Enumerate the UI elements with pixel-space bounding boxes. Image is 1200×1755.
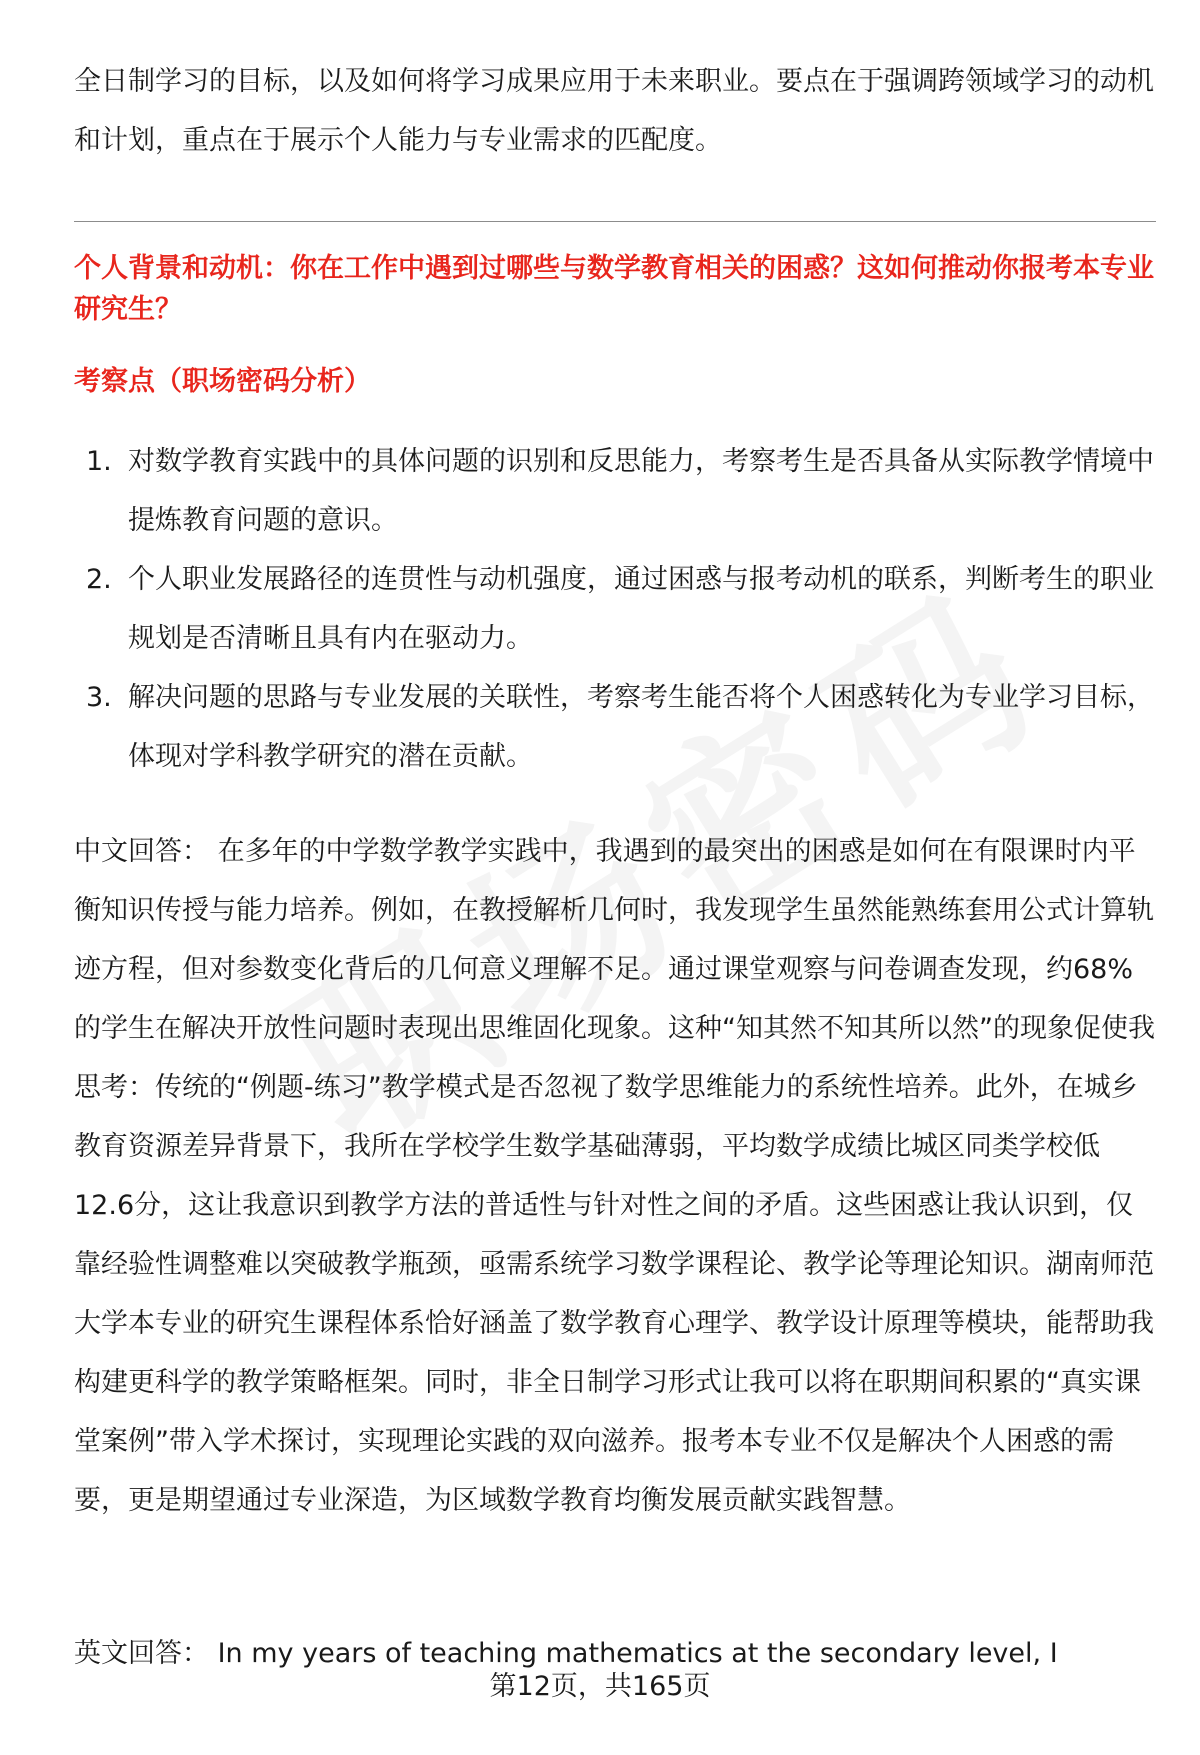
question-heading: 个人背景和动机：你在工作中遇到过哪些与数学教育相关的困惑？这如何推动你报考本专业研究生？ bbox=[74, 253, 1154, 325]
list-item-text: 个人职业发展路径的连贯性与动机强度，通过困惑与报考动机的联系，判断考生的职业规划是否清晰且具有内在驱动力。 bbox=[128, 564, 1154, 654]
list-item bbox=[74, 668, 1156, 786]
section-divider bbox=[74, 221, 1156, 222]
list-item bbox=[74, 550, 1156, 668]
list-item-number: 1. bbox=[86, 446, 112, 477]
chinese-answer-paragraph: 中文回答： 在多年的中学数学教学实践中，我遇到的最突出的困惑是如何在有限课时内平衡知识传授与能力培养。例如，在教授解析几何时，我发现学生虽然能熟练套用公式计算轨迹方程，但对参数变化背后的几何意义理解不足。通过课堂观察与问卷调查发现，约68%的学生在解决开放性问题时表现出思维固化现象。这种“知其然不知其所以然”的现象促使我思考：传统的“例题-练习”教学模式是否忽视了数学思维能力的系统性培养。此外，在城乡教育资源差异背景下，我所在学校学生数学基础薄弱，平均数学成绩比城区同类学校低12.6分，这让我意识到教学方法的普适性与针对性之间的矛盾。这些困惑让我认识到，仅靠经验性调整难以突破教学瓶颈，亟需系统学习数学课程论、教学论等理论知识。湖南师范大学本专业的研究生课程体系恰好涵盖了数学教育心理学、教学设计原理等模块，能帮助我构建更科学的教学策略框架。同时，非全日制学习形式让我可以将在职期间积累的“真实课堂案例”带入学术探讨，实现理论实践的双向滋养。报考本专业不仅是解决个人困惑的需要，更是期望通过专业深造，为区域数学教育均衡发展贡献实践智慧。 bbox=[74, 836, 1155, 1516]
list-item-text: 对数学教育实践中的具体问题的识别和反思能力，考察考生是否具备从实际教学情境中提炼教育问题的意识。 bbox=[128, 446, 1154, 536]
assessment-points-heading: 考察点（职场密码分析） bbox=[74, 366, 371, 397]
intro-paragraph: 全日制学习的目标，以及如何将学习成果应用于未来职业。要点在于强调跨领域学习的动机和计划，重点在于展示个人能力与专业需求的匹配度。 bbox=[74, 66, 1154, 156]
list-item-number: 3. bbox=[86, 682, 112, 713]
english-answer-paragraph: 英文回答： In my years of teaching mathematics at the secondary level, I bbox=[74, 1638, 1058, 1669]
page-number-footer: 第12页，共165页 bbox=[489, 1671, 711, 1702]
list-item-text: 解决问题的思路与专业发展的关联性，考察考生能否将个人困惑转化为专业学习目标，体现对学科教学研究的潜在贡献。 bbox=[128, 682, 1154, 772]
list-item-number: 2. bbox=[86, 564, 112, 595]
list-item bbox=[74, 432, 1156, 550]
assessment-points-list bbox=[74, 432, 1156, 786]
